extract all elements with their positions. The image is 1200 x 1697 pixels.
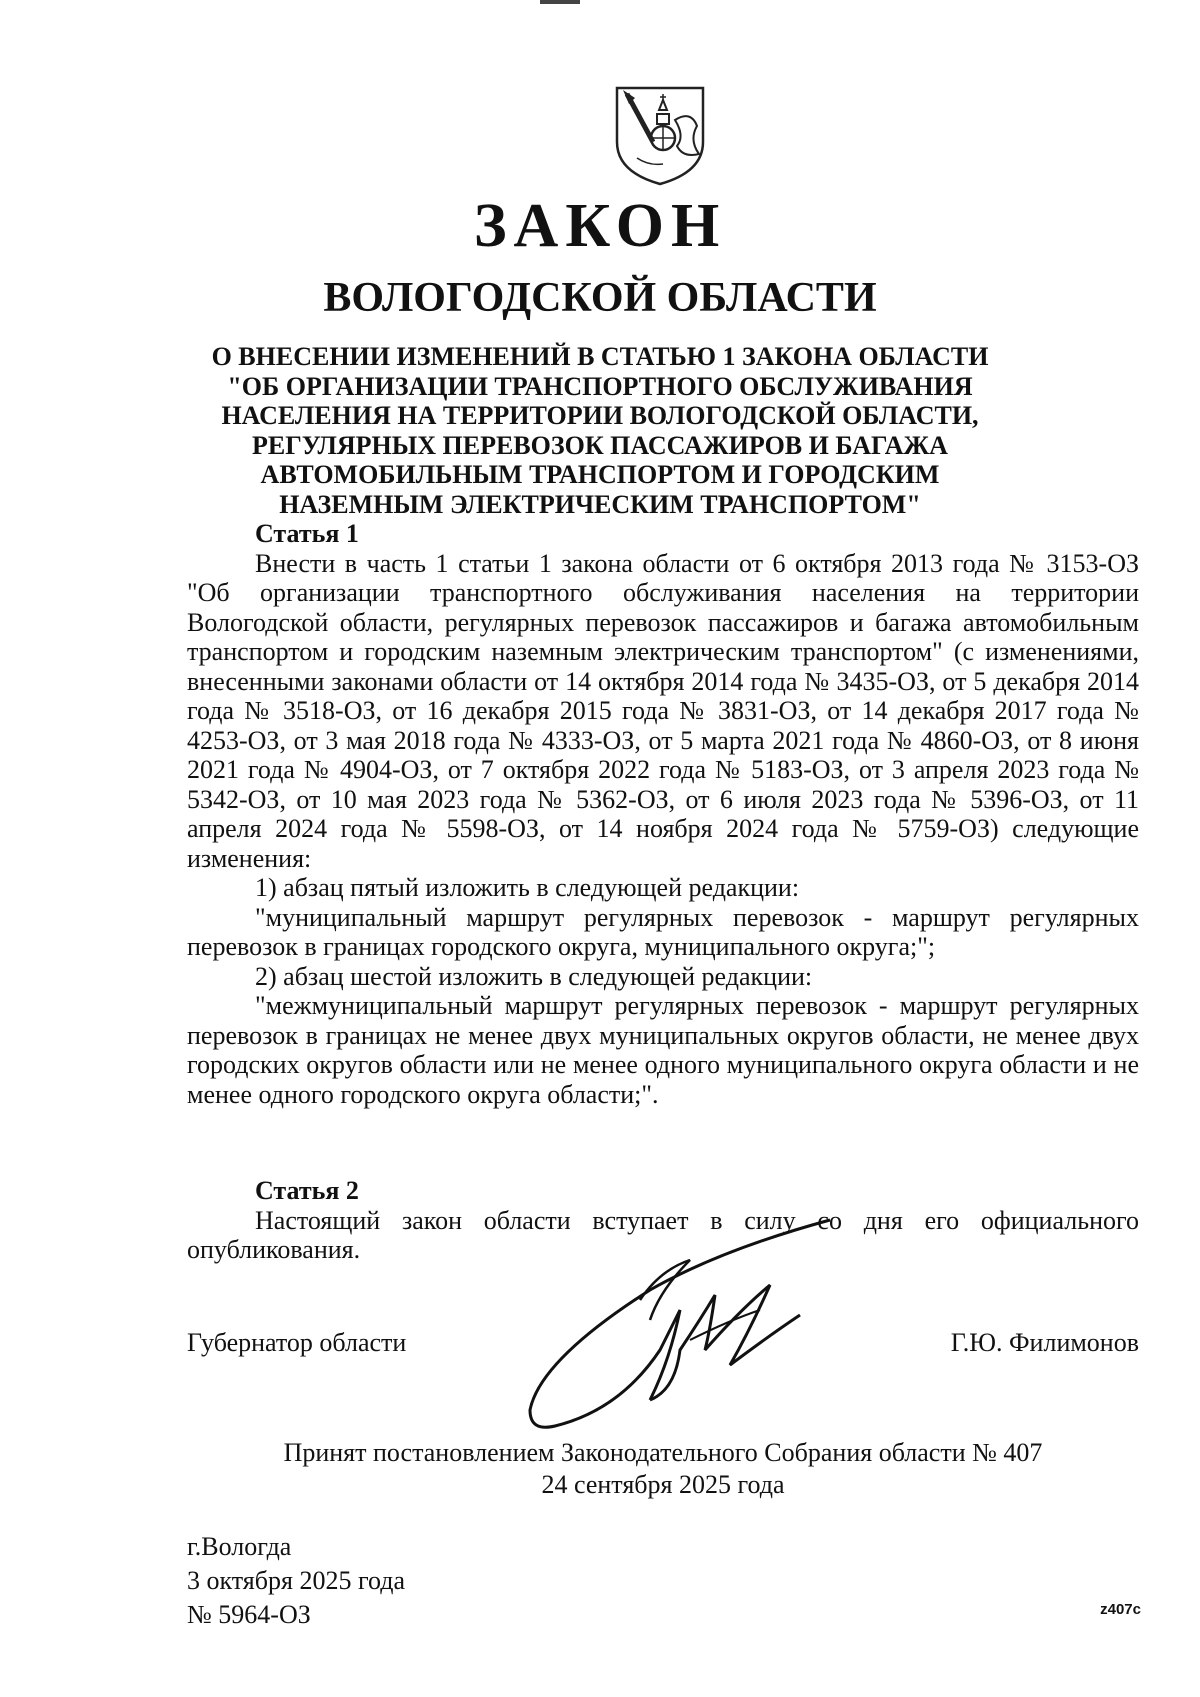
heading-line: АВТОМОБИЛЬНЫМ ТРАНСПОРТОМ И ГОРОДСКИМ (260, 460, 940, 489)
article-2-title: Статья 2 (255, 1176, 359, 1205)
handwritten-signature (500, 1200, 920, 1440)
adoption-note (187, 1437, 1139, 1501)
law-heading (200, 342, 1000, 519)
place-date-number (187, 1530, 405, 1632)
adoption-date: 24 сентября 2025 года (541, 1470, 785, 1499)
signatory-name: Г.Ю. Филимонов (950, 1328, 1139, 1357)
adoption-line: Принят постановлением Законодательного Собрания области № 407 (283, 1438, 1043, 1467)
article-2-text: Настоящий закон области вступает в силу со дня его официального опубликования. (187, 1205, 1139, 1264)
scan-mark (540, 0, 580, 4)
heading-line: "ОБ ОРГАНИЗАЦИИ ТРАНСПОРТНОГО ОБСЛУЖИВАНИЯ (227, 371, 973, 401)
heading-line: РЕГУЛЯРНЫХ ПЕРЕВОЗОК ПАССАЖИРОВ И БАГАЖА (252, 430, 948, 460)
heading-line: О ВНЕСЕНИИ ИЗМЕНЕНИЙ В СТАТЬЮ 1 ЗАКОНА ОБЛАСТИ (211, 342, 989, 371)
document-subtitle: ВОЛОГОДСКОЙ ОБЛАСТИ (323, 275, 877, 321)
heading-line: НАЗЕМНЫМ ЭЛЕКТРИЧЕСКИМ ТРАНСПОРТОМ" (279, 489, 921, 519)
article-1-item-2-text: "межмуниципальный маршрут регулярных перевозок - маршрут регулярных перевозок в границах не менее двух муниципальных округов области, не менее двух городских округов области или не менее одного муниципального округа области и не менее одного городского округа области;". (187, 991, 1139, 1109)
article-1 (187, 519, 1139, 1109)
coat-of-arms-icon (613, 80, 707, 188)
signatory-position: Губернатор области (187, 1328, 407, 1357)
article-1-item-1-text: "муниципальный маршрут регулярных перевозок - маршрут регулярных перевозок в границах городского округа, муниципального округа;"; (187, 902, 1139, 961)
article-1-intro: Внести в часть 1 статьи 1 закона области от 6 октября 2013 года № 3153-ОЗ "Об организации транспортного обслуживания населения на территории Вологодской области, регулярных перевозок пассажиров и багажа автомобильным транспортом и городским наземным электрическим транспортом" (с изменениями, внесенными законами области от 14 октября 2014 года № 3435-ОЗ, от 5 декабря 2014 года № 3518-ОЗ, от 16 декабря 2015 года № 3831-ОЗ, от 14 декабря 2017 года № 4253-ОЗ, от 3 мая 2018 года № 4333-ОЗ, от 5 марта 2021 года № 4860-ОЗ, от 8 июня 2021 года № 4904-ОЗ, от 7 октября 2022 года № 5183-ОЗ, от 3 апреля 2023 года № 5342-ОЗ, от 10 мая 2023 года № 5362-ОЗ, от 6 июля 2023 года № 5396-ОЗ, от 11 апреля 2024 года № 5598-ОЗ, от 14 ноября 2024 года № 5759-ОЗ) следующие изменения: (187, 548, 1139, 873)
law-number: № 5964-ОЗ (187, 1600, 311, 1629)
city: г.Вологда (187, 1532, 292, 1561)
heading-line: НАСЕЛЕНИЯ НА ТЕРРИТОРИИ ВОЛОГОДСКОЙ ОБЛАСТИ, (221, 401, 979, 430)
article-1-title: Статья 1 (255, 519, 359, 548)
document-title: ЗАКОН (473, 192, 727, 260)
article-1-item-2: 2) абзац шестой изложить в следующей редакции: (255, 961, 813, 991)
law-date: 3 октября 2025 года (187, 1566, 405, 1595)
article-1-item-1: 1) абзац пятый изложить в следующей редакции: (255, 873, 800, 902)
document-code: z407c (1100, 1601, 1141, 1618)
